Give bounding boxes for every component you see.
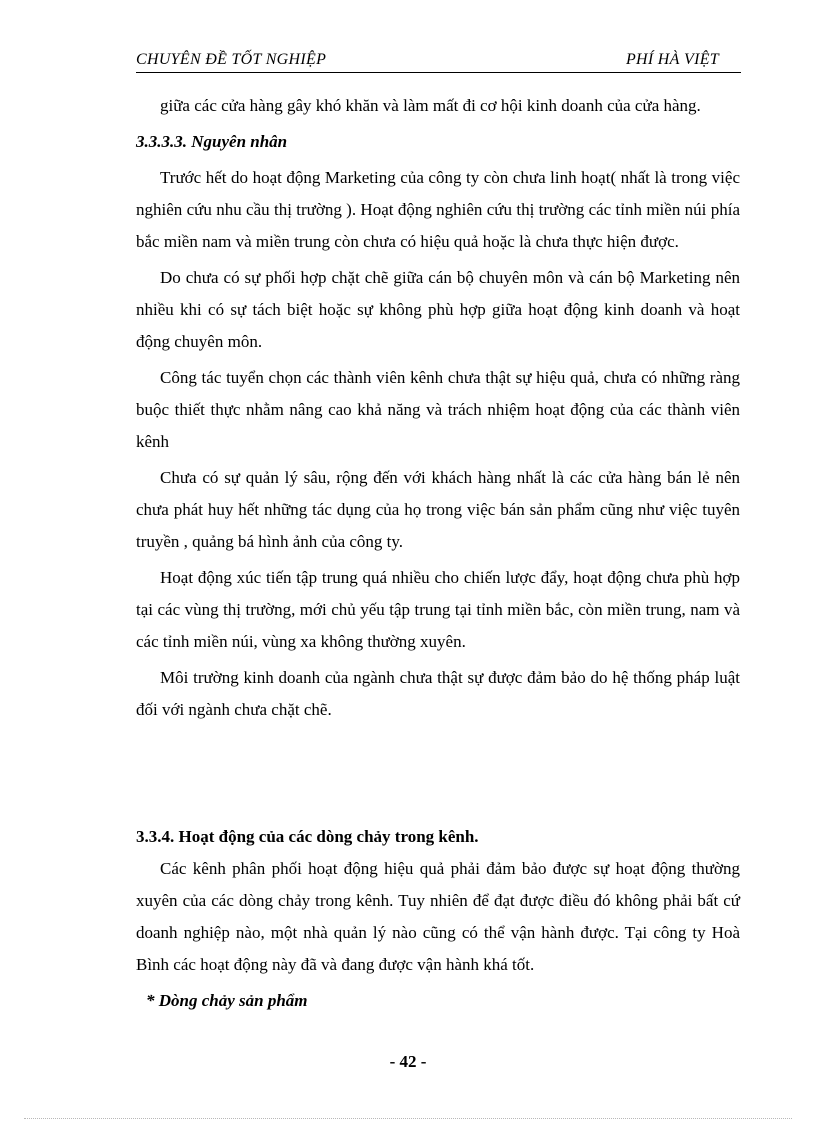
body-text bbox=[136, 90, 740, 730]
paragraph-7: Các kênh phân phối hoạt động hiệu quả phải đảm bảo được sự hoạt động thường xuyên của các dòng chảy trong kênh. Tuy nhiên để đạt được điều đó không phải bất cứ doanh nghiệp nào, một nhà quản lý nào cũng có thể vận hành được. Tại công ty Hoà Bình các hoạt động này đã và đang được vận hành khá tốt. bbox=[136, 859, 740, 974]
paragraph-2: Do chưa có sự phối hợp chặt chẽ giữa cán bộ chuyên môn và cán bộ Marketing nên nhiều khi có sự tách biệt hoặc sự không phù hợp giữa hoạt động kinh doanh và hoạt động chuyên môn. bbox=[136, 268, 740, 351]
footer-divider bbox=[24, 1118, 792, 1119]
continuation-paragraph: giữa các cửa hàng gây khó khăn và làm mất đi cơ hội kinh doanh của cửa hàng. bbox=[160, 96, 701, 115]
header-title: CHUYÊN ĐỀ TỐT NGHIỆP bbox=[136, 51, 327, 68]
section-334 bbox=[136, 821, 740, 1017]
paragraph-1: Trước hết do hoạt động Marketing của công ty còn chưa linh hoạt( nhất là trong việc nghiên cứu nhu cầu thị trường ). Hoạt động nghiên cứu thị trường các tỉnh miền núi phía bắc miền nam và miền trung còn chưa có hiệu quả hoặc là chưa thực hiện được. bbox=[136, 168, 740, 251]
page-header bbox=[136, 50, 741, 73]
page-number: - 42 - bbox=[389, 1052, 427, 1071]
subheading-product-flow: * Dòng chảy sản phẩm bbox=[146, 991, 308, 1010]
paragraph-5: Hoạt động xúc tiến tập trung quá nhiều cho chiến lược đẩy, hoạt động chưa phù hợp tại các vùng thị trường, mới chủ yếu tập trung tại tỉnh miền bắc, còn miền trung, nam và các tỉnh miền núi, vùng xa không thường xuyên. bbox=[136, 568, 740, 651]
section-3333-heading: 3.3.3.3. Nguyên nhân bbox=[136, 132, 288, 151]
paragraph-3: Công tác tuyển chọn các thành viên kênh chưa thật sự hiệu quả, chưa có những ràng buộc thiết thực nhằm nâng cao khả năng và trách nhiệm hoạt động của các thành viên kênh bbox=[136, 368, 740, 451]
section-334-heading: 3.3.4. Hoạt động của các dòng chảy trong kênh. bbox=[136, 827, 479, 846]
paragraph-6: Môi trường kinh doanh của ngành chưa thật sự được đảm bảo do hệ thống pháp luật đối với ngành chưa chặt chẽ. bbox=[136, 668, 740, 719]
paragraph-4: Chưa có sự quản lý sâu, rộng đến với khách hàng nhất là các cửa hàng bán lẻ nên chưa phát huy hết những tác dụng của họ trong việc bán sản phẩm cũng như việc tuyên truyền , quảng bá hình ảnh của công ty. bbox=[136, 468, 740, 551]
header-author: PHÍ HÀ VIỆT bbox=[625, 51, 719, 68]
